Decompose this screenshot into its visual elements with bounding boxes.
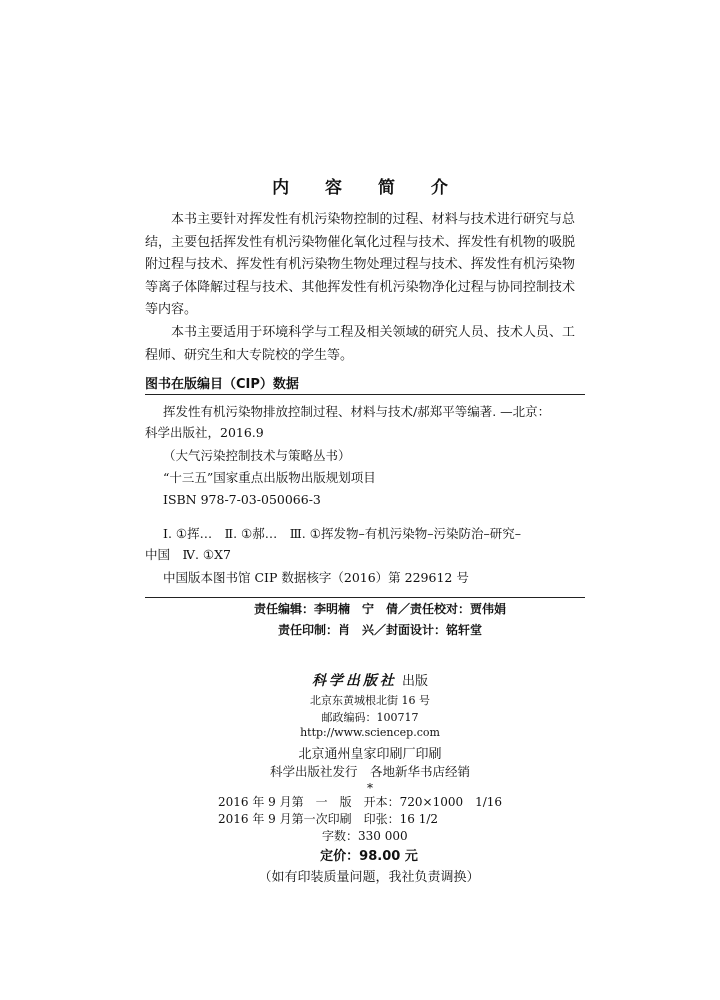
cip-subjects — [145, 523, 585, 565]
publisher-suffix: 出版 — [402, 674, 429, 689]
edition-info: 2016 年 9 月第 一 版 开本：720×1000 1/16 — [218, 795, 503, 809]
printer-line: 北京通州皇家印刷厂印刷 — [298, 747, 442, 762]
cip-series — [145, 445, 585, 466]
cip-project — [145, 467, 585, 488]
cip-entry-line-2: 科学出版社，2016.9 — [145, 425, 264, 440]
publisher-postcode: 邮政编码：100717 — [321, 711, 419, 724]
publisher-address: 北京东黄城根北街 16 号 — [310, 694, 430, 707]
printing-info: 2016 年 9 月第一次印刷 印张：16 1/2 — [218, 812, 439, 826]
distribution-line: 科学出版社发行 各地新华书店经销 — [269, 764, 470, 779]
cip-subjects-line-1: Ⅰ. ①挥… Ⅱ. ①郝… Ⅲ. ①挥发物–有机污染物–污染防治–研究– — [163, 526, 521, 541]
cip-number — [145, 567, 585, 588]
cip-top-divider — [145, 394, 585, 395]
cip-series-text: （大气污染控制技术与策略丛书） — [163, 448, 351, 463]
publisher-logo: 科学出版社 — [311, 673, 397, 689]
summary-paragraph-2: 本书主要适用于环境科学与工程及相关领域的研究人员、技术人员、工程师、研究生和大专院校的学生等。 — [145, 324, 575, 363]
publisher-line — [0, 670, 720, 690]
cip-subjects-line-2: 中国 Ⅳ. ①X7 — [145, 547, 231, 562]
word-count: 字数：330 000 — [322, 829, 408, 843]
cip-heading: 图书在版编目（CIP）数据 — [145, 377, 299, 392]
cip-number-text: 中国版本图书馆 CIP 数据核字（2016）第 229612 号 — [163, 570, 469, 585]
publisher-website: http://www.sciencep.com — [300, 726, 440, 739]
cip-bottom-divider — [145, 597, 585, 598]
quality-note: （如有印装质量问题，我社负责调换） — [258, 870, 480, 885]
credits-editors: 责任编辑：李明楠 宁 倩／责任校对：贾伟娟 — [253, 602, 506, 616]
cip-isbn — [145, 489, 585, 510]
price: 定价：98.00 元 — [320, 849, 418, 864]
summary-paragraph-1: 本书主要针对挥发性有机污染物控制的过程、材料与技术进行研究与总结，主要包括挥发性有机污染物催化氧化过程与技术、挥发性有机物的吸脱附过程与技术、挥发性有机污染物生物处理过程与技术、挥发性有机污染物等离子体降解过程与技术、其他挥发性有机污染物净化过程与协同控制技术等内容。 — [145, 212, 575, 318]
cip-entry-line-1: 挥发性有机污染物排放控制过程、材料与技术/郝郑平等编著. —北京： — [163, 404, 551, 419]
cip-isbn-text: ISBN 978-7-03-050066-3 — [163, 492, 321, 507]
cip-project-text: “十三五”国家重点出版物出版规划项目 — [163, 470, 376, 485]
separator-star: * — [367, 781, 373, 795]
page-title: 内 容 简 介 — [272, 178, 463, 198]
cip-entry — [145, 401, 585, 443]
content-summary — [145, 209, 575, 367]
credits-production: 责任印制：肖 兴／封面设计：铭轩堂 — [277, 623, 482, 637]
